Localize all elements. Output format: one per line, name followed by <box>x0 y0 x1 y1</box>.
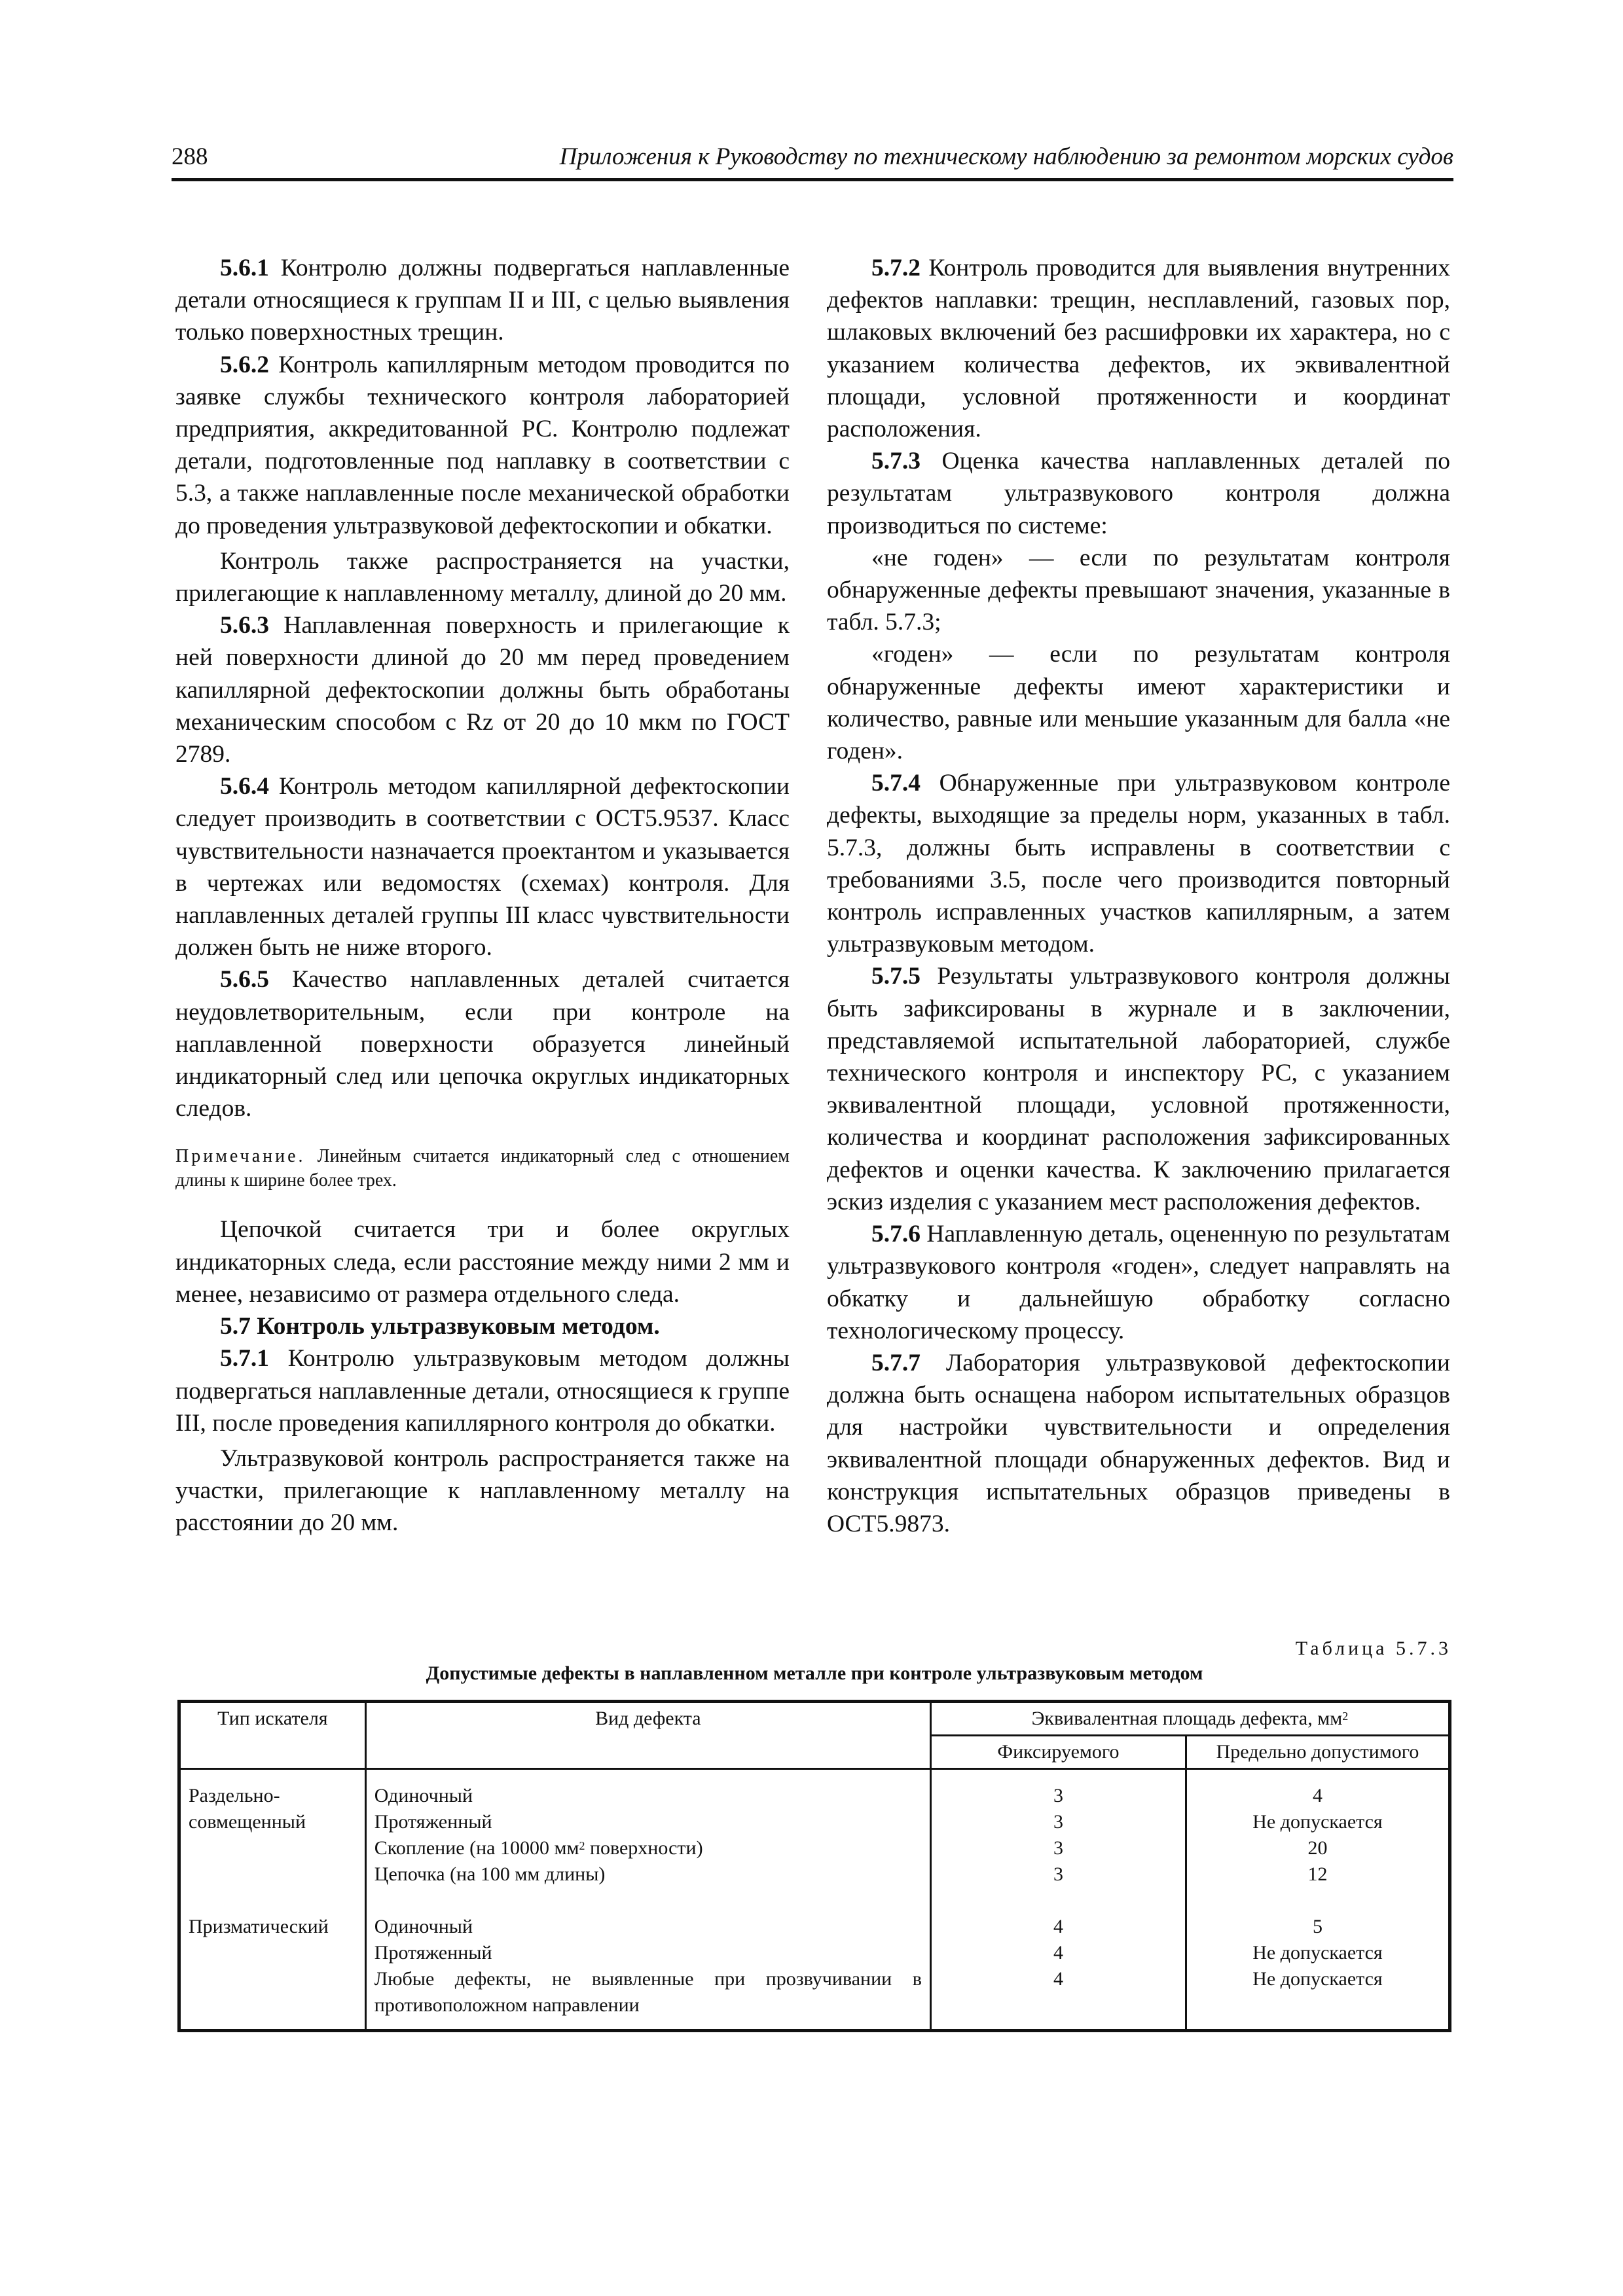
note-label: Примечание. <box>175 1146 306 1167</box>
paragraph-text: Контролю ультразвуковым методом должны подвергаться наплавленные детали, относящиеся к группе III, после проведения капиллярного контроля до обкатки. <box>175 1345 790 1437</box>
paragraph-text: Контроль методом капиллярной дефектоскопии следует производить в соответствии с ОСТ5.9537. Класс чувствительности назначается проектантом и указывается в чертежах или ведомостях (схемах) контроля. Для наплавленных деталей группы III класс чувствительности должен быть не ниже второго. <box>175 773 790 961</box>
table-title: Допустимые дефекты в наплавленном металле при контроле ультразвуковым методом <box>426 1662 1203 1684</box>
note <box>175 1144 790 1193</box>
recorded-cell: 3 <box>930 1861 1186 1888</box>
clause-number: 5.6.2 <box>220 351 269 378</box>
clause-number: 5.7.5 <box>871 963 921 990</box>
recorded-cell: 3 <box>930 1769 1186 1810</box>
defect-kind-sup: 2 <box>579 1839 585 1852</box>
defect-kind-cell: Одиночный <box>365 1914 930 1940</box>
paragraph-text: Наплавленная поверхность и прилегающие к ней поверхности длиной до 20 мм перед проведением капиллярной дефектоскопии должны быть обработаны механическим способом с Rz от 20 до 10 мкм по ГОСТ 2789. <box>175 612 790 768</box>
paragraph-5-7-1-extra: Ультразвуковой контроль распространяется также на участки, прилегающие к наплавленному металлу на расстоянии до 20 мм. <box>175 1444 790 1537</box>
section-heading-5-7 <box>175 1310 790 1342</box>
paragraph-5-7-1 <box>175 1342 790 1439</box>
header-max-allowed: Предельно допустимого <box>1186 1736 1450 1769</box>
clause-number: 5.6.5 <box>220 966 269 994</box>
header-defect-kind: Вид дефекта <box>365 1702 930 1769</box>
defect-kind-cell: Одиночный <box>365 1769 930 1810</box>
clause-number: 5.7.1 <box>220 1345 269 1372</box>
header-recorded: Фиксируемого <box>930 1736 1186 1769</box>
paragraph-text: Лаборатория ультразвуковой дефектоскопии должна быть оснащена набором испытательных образцов для настройки чувствительности и определения эквивалентной площади обнаруженных дефектов. Вид и конструкция испытательных образцов приведены в ОСТ5.9873. <box>827 1349 1450 1537</box>
defect-kind-cell: Цепочка (на 100 мм длины) <box>365 1861 930 1888</box>
recorded-cell: 4 <box>930 1940 1186 1966</box>
table-header-row <box>179 1702 1450 1736</box>
paragraph-5-7-5 <box>827 960 1450 1218</box>
max-allowed-cell: 4 <box>1186 1769 1450 1810</box>
paragraph-5-7-3 <box>827 445 1450 542</box>
page-number: 288 <box>172 143 208 170</box>
paragraph-5-6-1 <box>175 252 790 349</box>
defect-kind-text: Скопление (на 10000 мм <box>374 1837 579 1859</box>
right-column <box>827 252 1450 1540</box>
table-row <box>179 1769 1450 1810</box>
paragraph-text: Обнаруженные при ультразвуковом контроле дефекты, выходящие за пределы норм, указанных в табл. 5.7.3, должны быть исправлены в соответствии с требованиями 3.5, после чего производится повторный контроль исправленных участков капиллярным, а затем ультразвуковым методом. <box>827 770 1450 958</box>
probe-type-cell: Раздельно-совмещенный <box>179 1769 366 1888</box>
max-allowed-cell: Не допускается <box>1186 1940 1450 1966</box>
defects-table <box>177 1700 1451 2032</box>
max-allowed-cell: Не допускается <box>1186 1809 1450 1835</box>
paragraph-5-7-7 <box>827 1347 1450 1540</box>
header-eq-area-sup: 2 <box>1342 1710 1349 1723</box>
paragraph-text: Контролю должны подвергаться наплавленные детали относящиеся к группам II и III, с целью выявления только поверхностных трещин. <box>175 255 790 346</box>
paragraph-5-6-3 <box>175 609 790 770</box>
paragraph-5-7-6 <box>827 1218 1450 1347</box>
defect-kind-cell: Любые дефекты, не выявленные при прозвучивании в противоположном направлении <box>365 1966 930 2031</box>
paragraph-text: Результаты ультразвукового контроля должны быть зафиксированы в журнале и в заключении, представляемой испытательной лабораторией, службе технического контроля и инспектору РС, с указанием эквивалентной площади, условной протяженности, количества и координат расположения зафиксированных дефектов и оценки качества. К заключению прилагается эскиз изделия с указанием мест расположения дефектов. <box>827 963 1450 1215</box>
table-row <box>179 1861 1450 1888</box>
recorded-cell: 4 <box>930 1914 1186 1940</box>
clause-number: 5.7.6 <box>871 1221 921 1248</box>
left-column <box>175 252 790 1539</box>
table-spacer-row <box>179 1888 1450 1914</box>
defect-kind-cell: Протяженный <box>365 1940 930 1966</box>
paragraph-5-6-5 <box>175 963 790 1124</box>
max-allowed-cell: Не допускается <box>1186 1966 1450 2031</box>
table-label: Таблица 5.7.3 <box>1295 1638 1451 1659</box>
table-row <box>179 1835 1450 1861</box>
table-row <box>179 1809 1450 1835</box>
max-allowed-cell: 12 <box>1186 1861 1450 1888</box>
paragraph-text: Контроль капиллярным методом проводится по заявке службы технического контроля лабораторией предприятия, аккредитованной РС. Контролю подлежат детали, подготовленные под наплавку в соответствии с 5.3, а также наплавленные после механической обработки до проведения ультразвуковой дефектоскопии и обкатки. <box>175 351 790 539</box>
header-probe-type: Тип искателя <box>179 1702 366 1769</box>
paragraph-text: Качество наплавленных деталей считается неудовлетворительным, если при контроле на наплавленной поверхности образуется линейный индикаторный след или цепочка округлых индикаторных следов. <box>175 966 790 1122</box>
clause-number: 5.6.1 <box>220 255 269 281</box>
note-text: Линейным считается индикаторный след с отношением длины к ширине более трех. <box>175 1146 790 1191</box>
clause-number: 5.6.4 <box>220 773 269 800</box>
paragraph-text: Оценка качества наплавленных деталей по результатам ультразвукового контроля должна производиться по системе: <box>827 448 1450 539</box>
paragraph-5-6-4 <box>175 770 790 963</box>
max-allowed-cell: 5 <box>1186 1914 1450 1940</box>
paragraph-5-6-2 <box>175 349 790 542</box>
section-heading-text: 5.7 Контроль ультразвуковым методом. <box>220 1313 660 1340</box>
recorded-cell: 3 <box>930 1835 1186 1861</box>
recorded-cell: 3 <box>930 1809 1186 1835</box>
clause-number: 5.6.3 <box>220 612 269 639</box>
table-row <box>179 1914 1450 1940</box>
paragraph-5-6-2-extra: Контроль также распространяется на участки, прилегающие к наплавленному металлу, длиной до 20 мм. <box>175 547 790 607</box>
probe-type-cell: Призматический <box>179 1914 366 2031</box>
defect-kind-tail: поверхности) <box>585 1837 703 1859</box>
paragraph-5-7-2 <box>827 252 1450 445</box>
defect-kind-cell: Протяженный <box>365 1809 930 1835</box>
clause-number: 5.7.2 <box>871 255 921 281</box>
paragraph-text: Наплавленную деталь, оцененную по результатам ультразвукового контроля «годен», следует направлять на обкатку и дальнейшую обработку согласно технологическому процессу. <box>827 1221 1450 1344</box>
header-eq-area <box>930 1702 1450 1736</box>
defect-kind-cell <box>365 1835 930 1861</box>
clause-number: 5.7.7 <box>871 1349 921 1376</box>
clause-number: 5.7.4 <box>871 770 921 797</box>
table-row <box>179 1940 1450 1966</box>
table-row <box>179 1966 1450 2031</box>
max-allowed-cell: 20 <box>1186 1835 1450 1861</box>
paragraph-text: Контроль проводится для выявления внутренних дефектов наплавки: трещин, несплавлений, газовых пор, шлаковых включений без расшифровки их характера, но с указанием количества дефектов, их эквивалентной площади, условной протяженности и координат расположения. <box>827 255 1450 443</box>
paragraph-5-7-3-bad: «не годен» — если по результатам контроля обнаруженные дефекты превышают значения, указанные в табл. 5.7.3; <box>827 544 1450 636</box>
running-title: Приложения к Руководству по техническому наблюдению за ремонтом морских судов <box>559 143 1453 170</box>
paragraph-5-7-4 <box>827 767 1450 960</box>
clause-number: 5.7.3 <box>871 448 921 475</box>
paragraph-5-7-3-good: «годен» — если по результатам контроля обнаруженные дефекты имеют характеристики и количество, равные или меньшие указанным для балла «не годен». <box>827 641 1450 765</box>
page-header <box>172 143 1453 181</box>
header-eq-area-text: Эквивалентная площадь дефекта, мм <box>1031 1708 1343 1729</box>
recorded-cell: 4 <box>930 1966 1186 2031</box>
paragraph-chain: Цепочкой считается три и более округлых индикаторных следа, если расстояние между ними 2 мм и менее, независимо от размера отдельного следа. <box>175 1216 790 1308</box>
